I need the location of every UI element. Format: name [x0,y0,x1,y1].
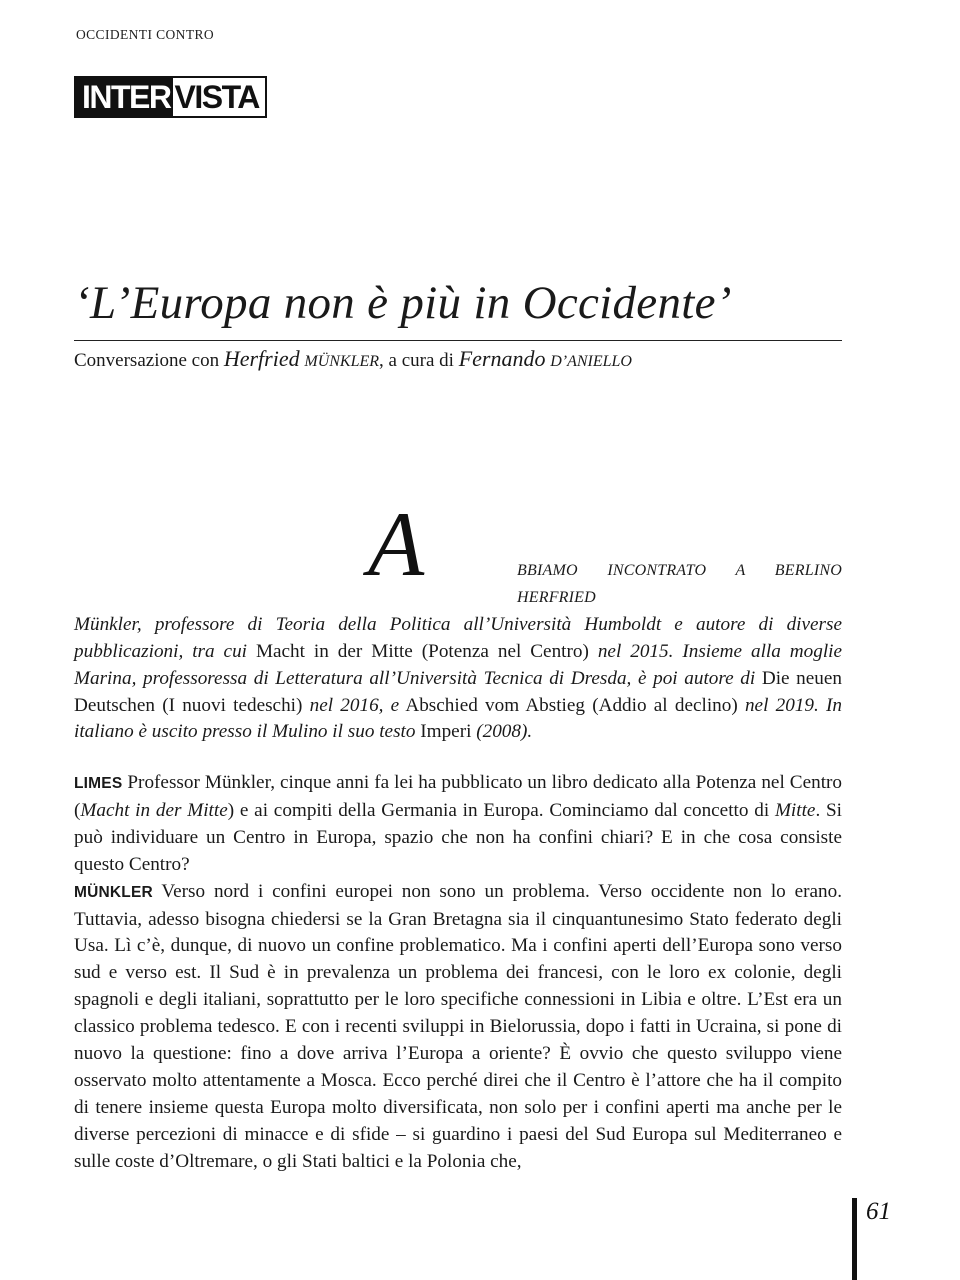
intro-book-2: Die neuen Deutschen [74,667,842,716]
intro-text-1: Münkler, professore di Teoria della Politica all’Università Humboldt e autore di diverse pubblicazioni, tra cui [74,613,842,662]
question-paragraph [74,770,842,879]
question-text-a: Professor Münkler, cinque anni fa lei ha pubblicato un libro dedicato alla Potenza nel Centro ( [74,772,843,821]
question-text-c: ) e ai compiti della Germania in Europa. Cominciamo dal concetto di [227,799,770,821]
section-badge [74,76,267,118]
interviewer-first-name: Fernando [458,346,546,371]
drop-cap: A [368,493,425,595]
question-text-e: . Si può individuare un Centro in Europa, spazio che non ha confini chiari? E in che cosa consiste questo Centro? [74,799,843,875]
page-number: 61 [866,1198,891,1225]
intro-text-3: nel 2016, e [309,694,400,716]
interviewer-last-name: D’ANIELLO [550,353,632,370]
intro-text-4: nel 2019. In italiano è uscito presso il Mulino il suo testo [74,694,842,743]
intro-book-1: Macht in der Mitte [255,640,413,662]
interview-body [74,770,842,1176]
speaker-munkler: MÜNKLER [74,883,153,901]
interviewee-first-name: Herfried [223,346,300,371]
intro-paragraph [74,558,842,746]
article-title: ‘L’Europa non è più in Occidente’ [74,277,732,329]
intro-first-line: BBIAMO INCONTRATO A BERLINO HERFRIED [517,562,842,606]
interviewee-last-name: MÜNKLER [304,353,380,370]
badge-part-2: VISTA [173,78,265,116]
intro-book-2-translation: (I nuovi tedeschi) [162,694,303,716]
intro-book-1-translation: (Potenza nel Centro) [421,640,589,662]
title-rule [74,340,842,341]
intro-text-5: (2008). [476,721,533,743]
article-subtitle [74,346,842,372]
intro-book-4: Imperi [420,721,472,743]
intro-book-3: Abschied vom Abstieg (Addio al declino) [405,694,738,716]
answer-paragraph [74,879,842,1176]
running-head: OCCIDENTI CONTRO [76,27,215,42]
subtitle-prefix: Conversazione con [74,350,220,371]
speaker-limes: LIMES [74,775,123,792]
intro-text-2: nel 2015. Insieme alla moglie Marina, professoressa di Letteratura all’Università Tecnica di Dresda, è poi autore di [74,640,842,689]
answer-text: Verso nord i confini europei non sono un problema. Verso occidente non lo erano. Tuttavia, adesso bisogna chiedersi se la Gran Bretagna sia il cinquantunesimo Stato federato degli Usa. Lì c’è, dunque, di nuovo un confine problematico. Ma i confini aperti dell’Europa sono verso sud e verso est. Il Sud è in prevalenza un problema dei francesi, con le loro ex colonie, degli spagnoli e degli italiani, soprattutto per le loro specifiche connessioni in Libia e oltre. L’Est era un classico problema tedesco. E con i recenti sviluppi in Bielorussia, dopo i fatti in Ucraina, si pone di nuovo la questione: fino a dove arriva l’Europa a oriente? È ovvio che questo sviluppo viene osservato molto attentamente a Mosca. Ecco perché direi che il Centro è l’attore che ha il compito di tenere insieme questa Europa molto diversificata, non solo per i confini aperti ma anche per le diverse percezioni di minacce e di sfide – si guardino i paesi del Sud Europa sul Mediterraneo e sulle coste d’Oltremare, o gli Stati baltici e la Polonia che, [74,880,842,1172]
page-edge-bar [852,1198,857,1280]
question-text-b: Macht in der Mitte [80,799,228,821]
subtitle-middle: , a cura di [379,350,454,371]
question-text-d: Mitte [774,799,816,821]
badge-part-1: INTER [76,78,173,116]
